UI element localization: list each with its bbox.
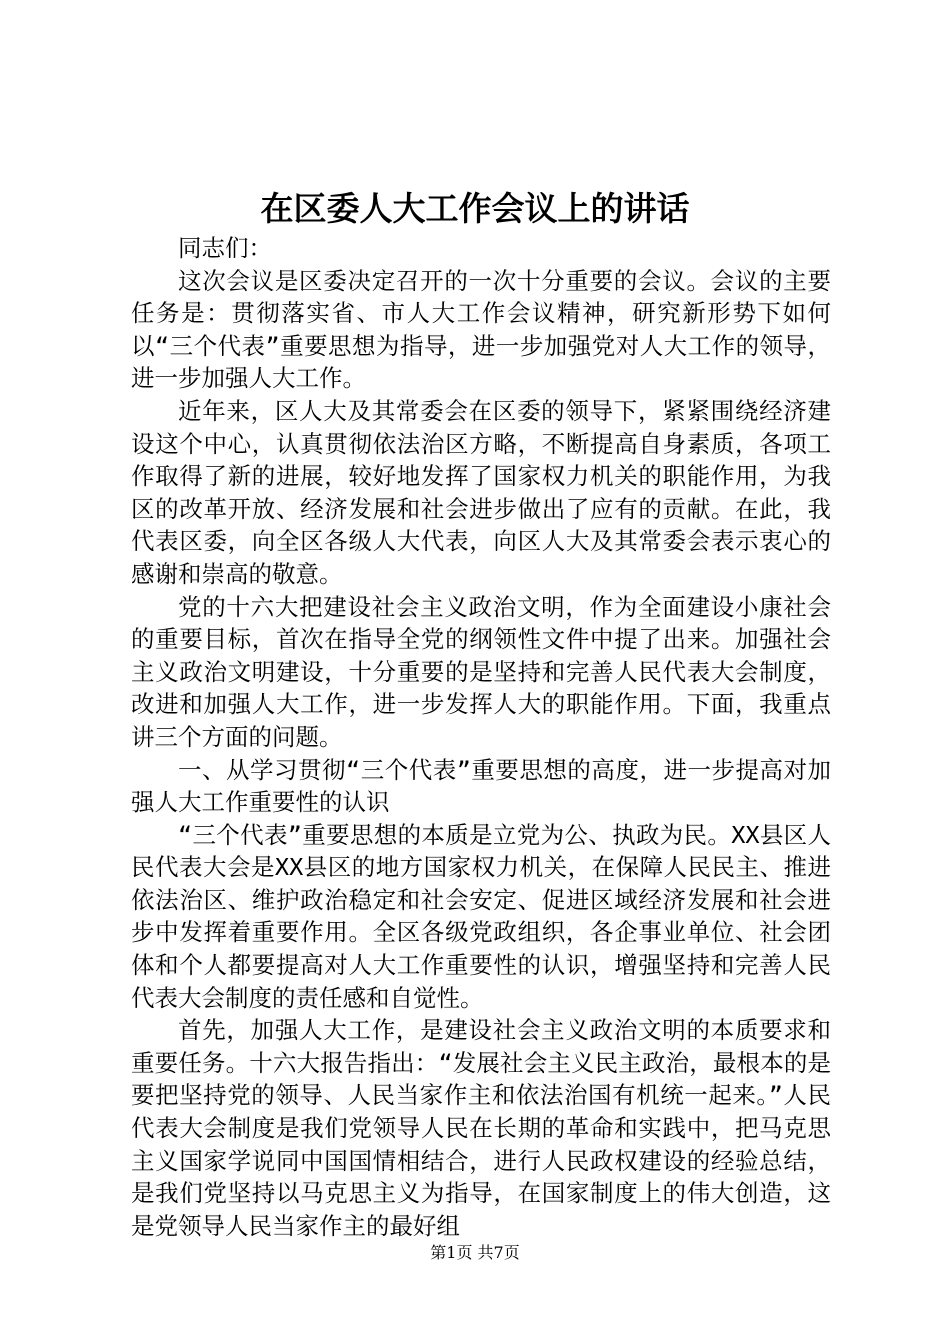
- body-paragraph: “三个代表”重要思想的本质是立党为公、执政为民。XX县区人民代表大会是XX县区的地方国家权力机关，在保障人民民主、推进依法治区、维护政治稳定和社会安定、促进区域经济发展和社会进步中发挥着重要作用。全区各级党政组织，各企事业单位、社会团体和个人都要提高对人大工作重要性的认识，增强坚持和完善人民代表大会制度的责任感和自觉性。: [131, 820, 831, 1012]
- body-paragraph: 近年来，区人大及其常委会在区委的领导下，紧紧围绕经济建设这个中心，认真贯彻依法治区方略，不断提高自身素质，各项工作取得了新的进展，较好地发挥了国家权力机关的职能作用，为我区的改革开放、经济发展和社会进步做出了应有的贡献。在此，我代表区委，向全区各级人大代表，向区人大及其常委会表示衷心的感谢和崇高的敬意。: [131, 396, 831, 588]
- section-heading: 一、从学习贯彻“三个代表”重要思想的高度，进一步提高对加强人大工作重要性的认识: [131, 755, 831, 817]
- page-footer: 第1页 共7页: [430, 1243, 520, 1262]
- body-paragraph: 首先，加强人大工作，是建设社会主义政治文明的本质要求和重要任务。十六大报告指出：“发展社会主义民主政治，最根本的是要把坚持党的领导、人民当家作主和依法治国有机统一起来。”人民代表大会制度是我们党领导人民在长期的革命和实践中，把马克思主义国家学说同中国国情相结合，进行人民政权建设的经验总结，是我们党坚持以马克思主义为指导，在国家制度上的伟大创造，这是党领导人民当家作主的最好组: [131, 1016, 831, 1240]
- salutation-paragraph: 同志们：: [178, 234, 272, 262]
- body-paragraph: 这次会议是区委决定召开的一次十分重要的会议。会议的主要任务是：贯彻落实省、市人大工作会议精神，研究新形势下如何以“三个代表”重要思想为指导，进一步加强党对人大工作的领导，进一步加强人大工作。: [131, 266, 831, 393]
- document-title: 在区委人大工作会议上的讲话: [260, 189, 690, 228]
- document-body: [131, 232, 831, 1242]
- body-paragraph: 党的十六大把建设社会主义政治文明，作为全面建设小康社会的重要目标，首次在指导全党的纲领性文件中提了出来。加强社会主义政治文明建设，十分重要的是坚持和完善人民代表大会制度，改进和加强人大工作，进一步发挥人大的职能作用。下面，我重点讲三个方面的问题。: [131, 592, 831, 751]
